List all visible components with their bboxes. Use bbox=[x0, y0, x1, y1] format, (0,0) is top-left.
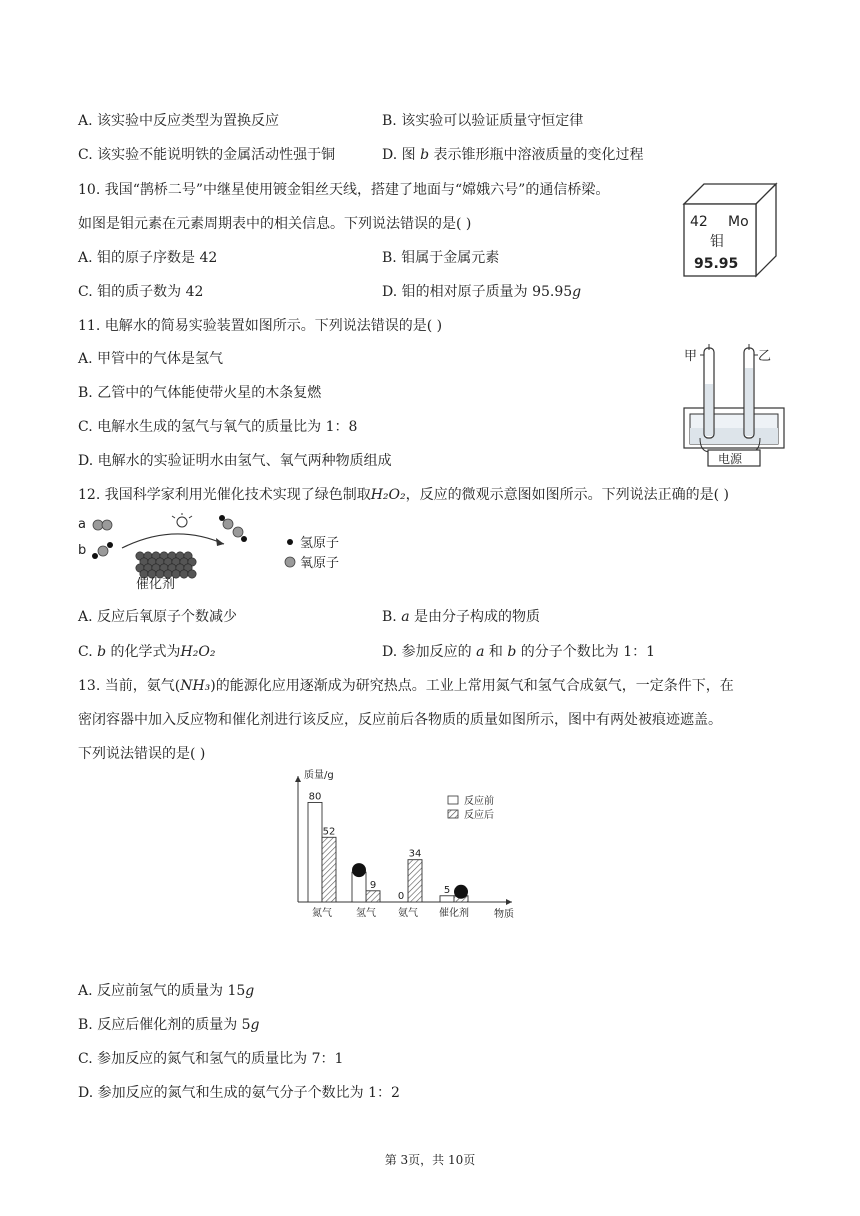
reactant-b-label: b bbox=[78, 543, 87, 558]
q9-option-d-pre: D. 图 bbox=[382, 147, 416, 163]
q12-option-d-mid: 和 bbox=[488, 644, 503, 660]
q11-option-b: B. 乙管中的气体能使带火星的木条复燃 bbox=[78, 385, 322, 401]
q13-stem-line1 bbox=[78, 676, 734, 696]
q11-option-a: A. 甲管中的气体是氢气 bbox=[78, 351, 224, 367]
legend-before-label: 反应前 bbox=[464, 796, 494, 807]
chart-x-axis-arrow bbox=[506, 899, 512, 905]
data-label-after-3: 34 bbox=[408, 848, 422, 860]
product-hydrogen-atom bbox=[241, 536, 247, 542]
power-supply-label: 电源 bbox=[718, 452, 743, 466]
q10-stem-line2: 如图是钼元素在元素周期表中的相关信息。下列说法错误的是( ) bbox=[78, 216, 472, 232]
data-label-before-4: 5 bbox=[443, 884, 451, 896]
q10-stem-line1: 10. 我国“鹊桥二号”中继星使用镀金钼丝天线，搭建了地面与“嫦娥六号”的通信桥梁。 bbox=[78, 182, 610, 198]
q12-stem-pre: 12. 我国科学家利用光催化技术实现了绿色制取 bbox=[78, 487, 371, 503]
q13-option-a bbox=[78, 981, 254, 1001]
q13-option-b-unit: g bbox=[250, 1017, 260, 1033]
reactant-a-label: a bbox=[78, 517, 86, 532]
legend-hydrogen-marker bbox=[287, 539, 293, 545]
catalyst-particle bbox=[180, 570, 188, 578]
q12-option-d-var1: a bbox=[476, 644, 485, 660]
reactant-b-oxygen-atom bbox=[98, 546, 108, 556]
bar-before-1 bbox=[308, 802, 322, 902]
legend-oxygen-label: 氧原子 bbox=[300, 556, 340, 571]
q13-stem-line1-formula: NH₃ bbox=[180, 678, 211, 694]
q12-option-b-pre: B. bbox=[382, 609, 397, 625]
q13-option-b bbox=[78, 1015, 260, 1035]
tube-left-label: 甲 bbox=[684, 349, 698, 364]
mass-bar-chart bbox=[280, 766, 530, 926]
bar-after-2 bbox=[366, 891, 380, 902]
q10-option-d-pre: D. 钼的相对原子质量为 95.95 bbox=[382, 284, 573, 300]
q13-stem-line2: 密闭容器中加入反应物和催化剂进行该反应，反应前后各物质的质量如图所示，图中有两处被痕迹遮盖。 bbox=[78, 712, 722, 728]
element-symbol: Mo bbox=[728, 214, 749, 230]
reactant-a-oxygen-atom bbox=[102, 520, 112, 530]
page-footer: 第 3页，共 10页 bbox=[384, 1153, 476, 1167]
element-number: 42 bbox=[690, 214, 708, 230]
legend-after-label: 反应后 bbox=[464, 810, 494, 821]
element-mass: 95.95 bbox=[694, 256, 739, 272]
q9-option-d bbox=[382, 145, 644, 165]
q12-option-d bbox=[382, 642, 655, 662]
q12-option-b bbox=[382, 607, 540, 627]
q13-option-b-text: B. 反应后催化剂的质量为 5 bbox=[78, 1017, 251, 1033]
legend-hydrogen-label: 氢原子 bbox=[300, 536, 340, 551]
q12-option-c-formula: H₂O₂ bbox=[180, 644, 216, 660]
legend-oxygen-marker bbox=[285, 557, 295, 567]
q9-option-d-post: 表示锥形瓶中溶液质量的变化过程 bbox=[433, 147, 644, 163]
q12-stem-post: ，反应的微观示意图如图所示。下列说法正确的是( ) bbox=[405, 487, 730, 503]
q10-option-a: A. 钼的原子序数是 42 bbox=[78, 250, 218, 266]
bar-after-1 bbox=[322, 837, 336, 902]
electrolysis-apparatus-figure bbox=[680, 340, 790, 470]
element-name: 钼 bbox=[710, 234, 724, 250]
product-oxygen-atom bbox=[233, 527, 243, 537]
q11-option-d: D. 电解水的实验证明水由氢气、氧气两种物质组成 bbox=[78, 453, 392, 469]
q10-option-c: C. 钼的质子数为 42 bbox=[78, 284, 204, 300]
catalyst-particles bbox=[136, 552, 196, 578]
data-label-after-1: 52 bbox=[322, 826, 336, 838]
data-label-before-3: 0 bbox=[397, 891, 405, 902]
q12-option-a: A. 反应后氧原子个数减少 bbox=[78, 609, 238, 625]
element-tile-figure bbox=[680, 180, 780, 280]
q13-option-a-unit: g bbox=[245, 983, 255, 999]
reactant-a-oxygen-atom bbox=[93, 520, 103, 530]
catalyst-label: 催化剂 bbox=[136, 577, 176, 592]
data-label-before-1: 80 bbox=[308, 791, 322, 803]
data-label-after-2: 9 bbox=[369, 879, 377, 891]
q13-option-a-text: A. 反应前氢气的质量为 15 bbox=[78, 983, 246, 999]
q12-option-d-post: 的分子个数比为 1：1 bbox=[520, 644, 656, 660]
reactant-b-hydrogen-atom bbox=[107, 542, 113, 548]
category-label-3: 氨气 bbox=[398, 908, 418, 919]
product-hydrogen-atom bbox=[219, 515, 225, 521]
q13-option-c: C. 参加反应的氮气和氢气的质量比为 7：1 bbox=[78, 1051, 344, 1067]
ink-blot-mark bbox=[454, 885, 468, 899]
q12-option-d-var2: b bbox=[507, 644, 517, 660]
category-label-2: 氢气 bbox=[356, 908, 376, 919]
legend-after-swatch bbox=[448, 810, 458, 818]
ink-blot-mark bbox=[352, 863, 366, 877]
q11-stem: 11. 电解水的简易实验装置如图所示。下列说法错误的是( ) bbox=[78, 318, 443, 334]
q12-option-c-var: b bbox=[97, 644, 107, 660]
q12-option-c-post: 的化学式为 bbox=[110, 644, 181, 660]
bar-after-3 bbox=[408, 860, 422, 902]
q9-option-d-var: b bbox=[420, 147, 430, 163]
category-label-1: 氮气 bbox=[312, 908, 332, 919]
q13-stem-line3: 下列说法错误的是( ) bbox=[78, 746, 206, 762]
q9-option-a: A. 该实验中反应类型为置换反应 bbox=[78, 113, 280, 129]
product-oxygen-atom bbox=[223, 519, 233, 529]
catalyst-particle bbox=[188, 570, 196, 578]
q12-option-b-post: 是由分子构成的物质 bbox=[414, 609, 541, 625]
category-label-4: 催化剂 bbox=[439, 908, 469, 919]
bar-before-4 bbox=[440, 896, 454, 902]
q13-option-d: D. 参加反应的氮气和生成的氨气分子个数比为 1：2 bbox=[78, 1085, 400, 1101]
q12-option-c-pre: C. bbox=[78, 644, 93, 660]
reaction-micro-figure bbox=[74, 512, 374, 594]
q12-stem-formula: H₂O₂ bbox=[370, 487, 406, 503]
q12-option-b-var: a bbox=[401, 609, 410, 625]
tube-right-label: 乙 bbox=[758, 349, 772, 364]
q12-option-d-pre: D. 参加反应的 bbox=[382, 644, 472, 660]
q13-stem-line1-pre: 13. 当前，氨气( bbox=[78, 678, 181, 694]
chart-y-axis-arrow bbox=[295, 776, 301, 782]
q12-option-c bbox=[78, 642, 215, 662]
q11-option-c: C. 电解水生成的氢气与氧气的质量比为 1：8 bbox=[78, 419, 358, 435]
q9-option-c: C. 该实验不能说明铁的金属活动性强于铜 bbox=[78, 147, 336, 163]
chart-ylabel: 质量/g bbox=[304, 770, 334, 781]
q10-option-b: B. 钼属于金属元素 bbox=[382, 250, 500, 266]
legend-before-swatch bbox=[448, 796, 458, 804]
q10-option-d-unit: g bbox=[572, 284, 582, 300]
light-bulb-icon bbox=[172, 513, 192, 527]
chart-xlabel: 物质 bbox=[494, 909, 514, 920]
q10-option-d bbox=[382, 282, 581, 302]
q13-stem-line1-post: )的能源化应用逐渐成为研究热点。工业上常用氮气和氢气合成氨气，一定条件下，在 bbox=[210, 678, 734, 694]
reactant-b-hydrogen-atom bbox=[92, 553, 98, 559]
q12-stem bbox=[78, 485, 729, 505]
q9-option-b: B. 该实验可以验证质量守恒定律 bbox=[382, 113, 584, 129]
